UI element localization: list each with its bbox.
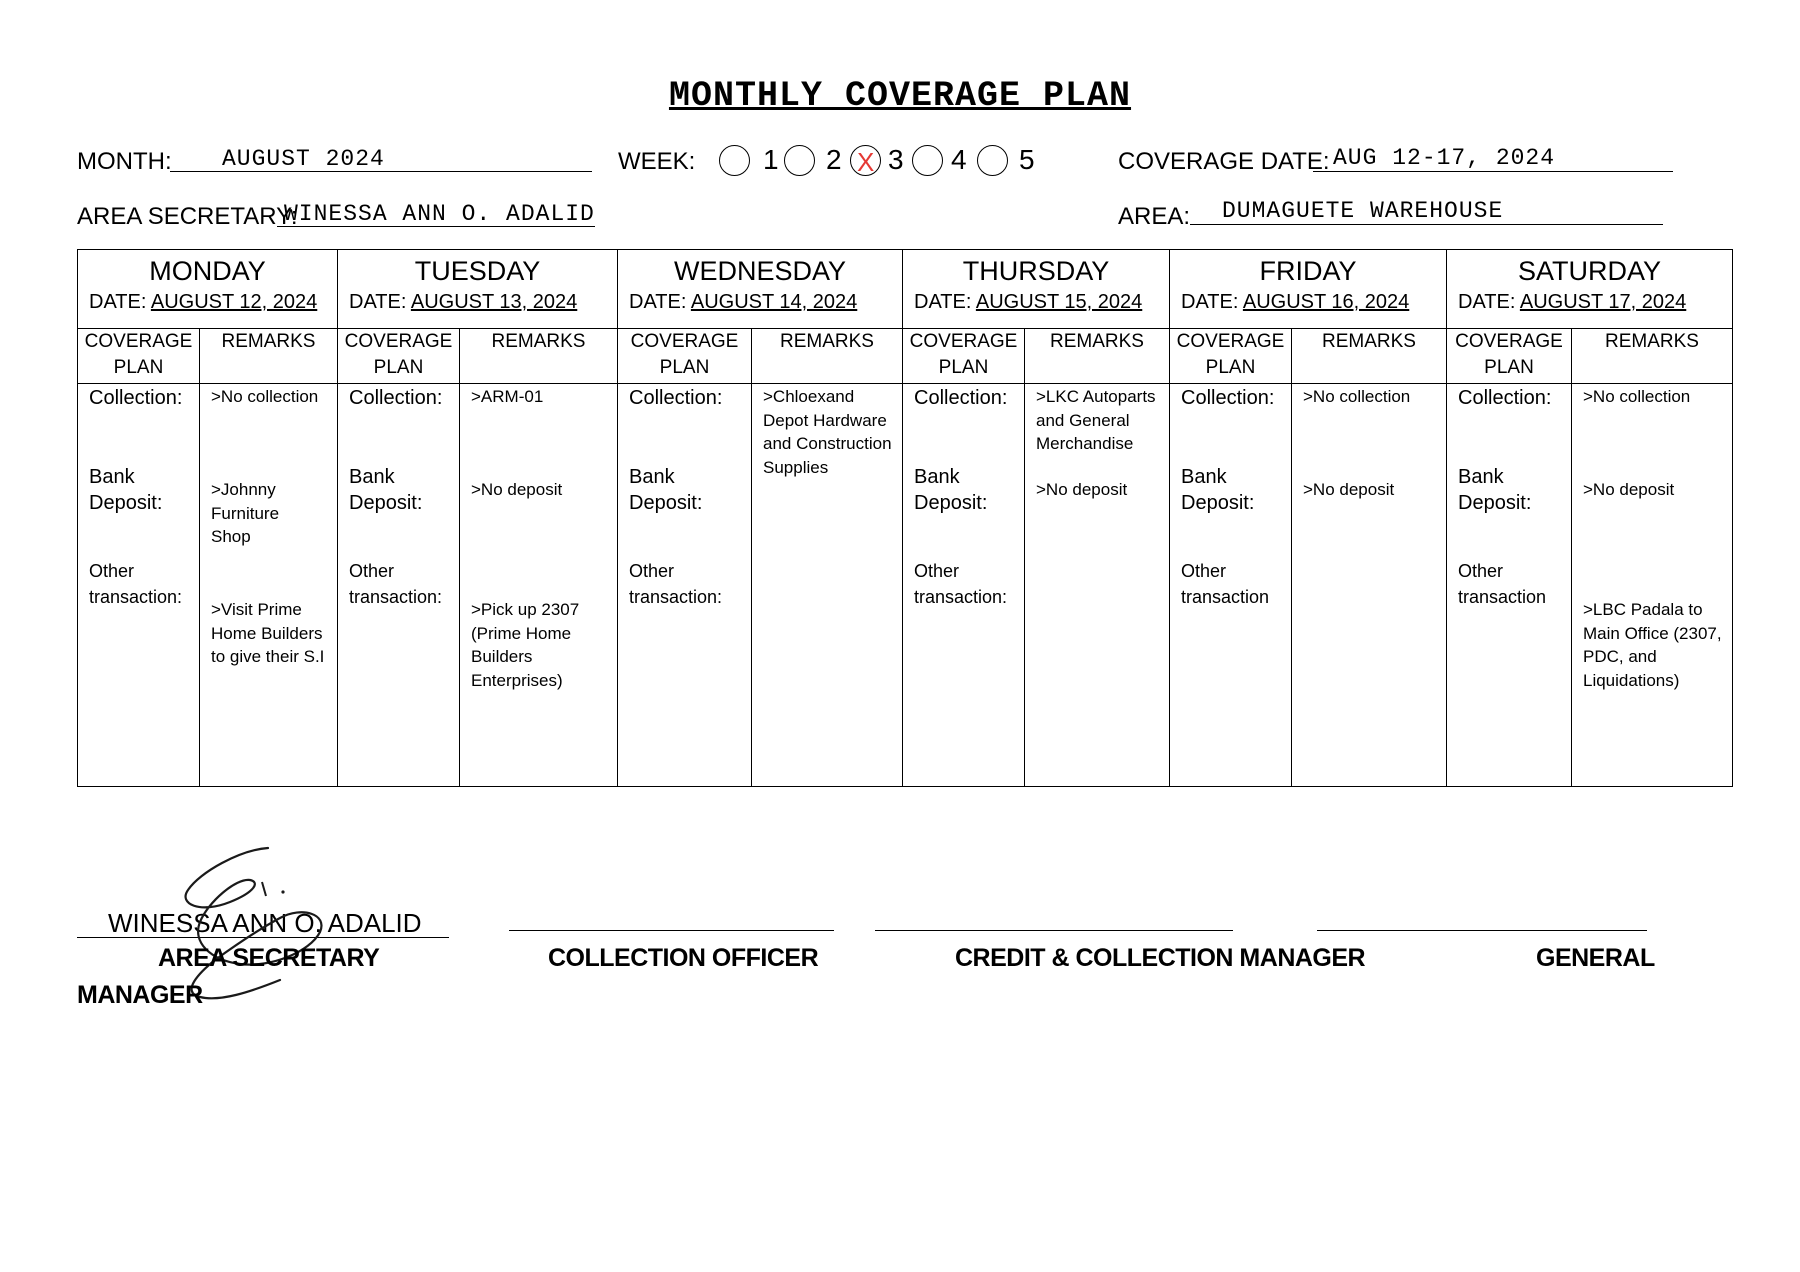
friday-coverage-cell xyxy=(1170,384,1292,787)
day-header-monday xyxy=(78,250,338,329)
date-prefix: DATE: xyxy=(1181,291,1239,313)
general-manager-title-2: MANAGER xyxy=(77,981,203,1009)
monday-remarks-cell xyxy=(200,384,338,787)
remark-collection: >ARM-01 xyxy=(471,387,544,406)
other-transaction-item: Other transaction: xyxy=(89,561,183,607)
week-3-label: 3 xyxy=(888,144,904,175)
other-transaction-item: Other transaction: xyxy=(349,561,443,607)
remark-collection: >No collection xyxy=(1583,387,1691,406)
week-1-radio[interactable] xyxy=(719,145,750,176)
month-value[interactable]: AUGUST 2024 xyxy=(222,146,385,172)
day-header-saturday xyxy=(1447,250,1733,329)
week-2-radio[interactable] xyxy=(784,145,815,176)
area-underline xyxy=(1190,224,1663,225)
monday-coverage-cell xyxy=(78,384,200,787)
area-secretary-title: AREA SECRETARY xyxy=(158,944,380,972)
day-name: WEDNESDAY xyxy=(673,256,847,286)
day-header-tuesday xyxy=(338,250,618,329)
date-prefix: DATE: xyxy=(629,291,687,313)
bank-deposit-item: Bank Deposit: xyxy=(629,466,703,514)
remark-bank-deposit: >No deposit xyxy=(1583,480,1675,499)
day-name: THURSDAY xyxy=(962,256,1110,286)
coverage-plan-header: COVERAGE PLAN xyxy=(903,329,1025,384)
other-transaction-item: Other transaction xyxy=(1458,561,1547,607)
collection-item: Collection: xyxy=(1181,387,1275,409)
week-4-radio[interactable] xyxy=(912,145,943,176)
saturday-coverage-cell xyxy=(1447,384,1572,787)
collection-officer-signature-line xyxy=(509,930,834,931)
remark-collection: >No collection xyxy=(1303,387,1411,406)
other-transaction-item: Other transaction: xyxy=(629,561,723,607)
day-date xyxy=(338,291,617,314)
bank-deposit-item: Bank Deposit: xyxy=(349,466,423,514)
tuesday-coverage-cell xyxy=(338,384,460,787)
day-header-thursday xyxy=(903,250,1170,329)
remark-bank-deposit: >Johnny Furniture Shop xyxy=(211,480,280,546)
collection-item: Collection: xyxy=(629,387,723,409)
day-date xyxy=(618,291,902,314)
date-prefix: DATE: xyxy=(1458,291,1516,313)
remark-other: >Pick up 2307 (Prime Home Builders Enterprises) xyxy=(471,600,580,690)
area-label: AREA: xyxy=(1118,203,1191,230)
week-1-label: 1 xyxy=(763,144,779,175)
day-header-friday xyxy=(1170,250,1447,329)
friday-remarks-cell xyxy=(1292,384,1447,787)
date-value: AUGUST 15, 2024 xyxy=(975,291,1143,313)
remarks-header: REMARKS xyxy=(752,329,903,384)
day-name: FRIDAY xyxy=(1259,256,1357,286)
collection-item: Collection: xyxy=(1458,387,1552,409)
remark-other: >LBC Padala to Main Office (2307, PDC, and Liquidations) xyxy=(1583,600,1722,690)
credit-manager-signature-line xyxy=(875,930,1233,931)
remark-other: >Visit Prime Home Builders to give their S.I xyxy=(211,600,325,666)
remarks-header: REMARKS xyxy=(460,329,618,384)
day-date xyxy=(1447,291,1732,314)
remark-bank-deposit: >No deposit xyxy=(1303,480,1395,499)
week-3-x-mark: X xyxy=(857,147,875,177)
collection-item: Collection: xyxy=(914,387,1008,409)
remarks-header: REMARKS xyxy=(200,329,338,384)
coverage-plan-header: COVERAGE PLAN xyxy=(618,329,752,384)
week-5-radio[interactable] xyxy=(977,145,1008,176)
column-header-row xyxy=(78,329,1733,384)
day-date xyxy=(1170,291,1446,314)
day-name: SATURDAY xyxy=(1517,256,1661,286)
coverage-plan-header: COVERAGE PLAN xyxy=(1170,329,1292,384)
area-value[interactable]: DUMAGUETE WAREHOUSE xyxy=(1222,198,1504,224)
bank-deposit-item: Bank Deposit: xyxy=(1181,466,1255,514)
general-manager-signature-line xyxy=(1317,930,1647,931)
wednesday-coverage-cell xyxy=(618,384,752,787)
remarks-header: REMARKS xyxy=(1025,329,1170,384)
week-2-label: 2 xyxy=(826,144,842,175)
thursday-remarks-cell xyxy=(1025,384,1170,787)
day-header-row xyxy=(78,250,1733,329)
bank-deposit-item: Bank Deposit: xyxy=(914,466,988,514)
day-name: MONDAY xyxy=(149,256,266,286)
date-prefix: DATE: xyxy=(349,291,407,313)
collection-item: Collection: xyxy=(89,387,183,409)
remark-bank-deposit: >No deposit xyxy=(471,480,563,499)
other-transaction-item: Other transaction xyxy=(1181,561,1270,607)
date-value: AUGUST 17, 2024 xyxy=(1519,291,1687,313)
bank-deposit-item: Bank Deposit: xyxy=(1458,466,1532,514)
remarks-header: REMARKS xyxy=(1572,329,1733,384)
remark-bank-deposit: >No deposit xyxy=(1036,480,1128,499)
coverage-plan-header: COVERAGE PLAN xyxy=(338,329,460,384)
remarks-header: REMARKS xyxy=(1292,329,1447,384)
coverage-plan-header: COVERAGE PLAN xyxy=(78,329,200,384)
other-transaction-item: Other transaction: xyxy=(914,561,1008,607)
week-5-label: 5 xyxy=(1019,144,1035,175)
remark-collection: >Chloexand Depot Hardware and Construction Supplies xyxy=(763,387,892,477)
general-manager-title-1: GENERAL xyxy=(1536,944,1655,972)
day-date xyxy=(78,291,337,314)
coverage-date-underline xyxy=(1313,171,1673,172)
day-date xyxy=(903,291,1169,314)
bank-deposit-item: Bank Deposit: xyxy=(89,466,163,514)
collection-officer-title: COLLECTION OFFICER xyxy=(548,944,819,972)
credit-collection-manager-title: CREDIT & COLLECTION MANAGER xyxy=(955,944,1366,972)
coverage-table xyxy=(77,249,1733,787)
week-label: WEEK: xyxy=(618,148,696,175)
day-name: TUESDAY xyxy=(414,256,541,286)
document-title: MONTHLY COVERAGE PLAN xyxy=(668,76,1132,116)
area-secretary-label: AREA SECRETARY: xyxy=(77,203,298,230)
coverage-date-value[interactable]: AUG 12-17, 2024 xyxy=(1333,145,1556,171)
collection-item: Collection: xyxy=(349,387,443,409)
date-value: AUGUST 16, 2024 xyxy=(1242,291,1410,313)
remark-collection: >LKC Autoparts and General Merchandise xyxy=(1036,387,1156,453)
week-4-label: 4 xyxy=(951,144,967,175)
tuesday-remarks-cell xyxy=(460,384,618,787)
wednesday-remarks-cell xyxy=(752,384,903,787)
secretary-name: WINESSA ANN O. ADALID xyxy=(108,908,422,938)
date-value: AUGUST 14, 2024 xyxy=(690,291,858,313)
date-prefix: DATE: xyxy=(914,291,972,313)
coverage-plan-header: COVERAGE PLAN xyxy=(1447,329,1572,384)
coverage-date-label: COVERAGE DATE: xyxy=(1118,148,1330,175)
saturday-remarks-cell xyxy=(1572,384,1733,787)
thursday-coverage-cell xyxy=(903,384,1025,787)
date-value: AUGUST 13, 2024 xyxy=(410,291,578,313)
date-value: AUGUST 12, 2024 xyxy=(150,291,318,313)
date-prefix: DATE: xyxy=(89,291,147,313)
area-secretary-value[interactable]: WINESSA ANN O. ADALID xyxy=(284,201,595,227)
month-label: MONTH: xyxy=(77,148,172,175)
day-header-wednesday xyxy=(618,250,903,329)
plan-body-row xyxy=(78,384,1733,787)
remark-collection: >No collection xyxy=(211,387,319,406)
